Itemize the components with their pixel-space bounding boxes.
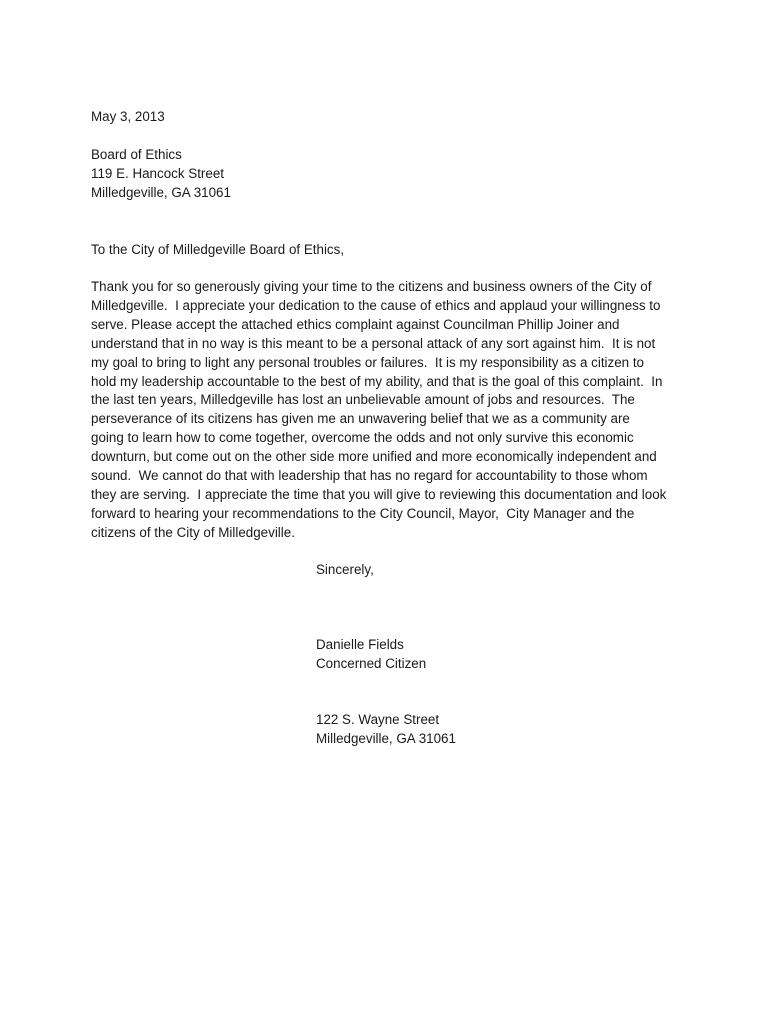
body-line: understand that in no way is this meant to be a personal attack of any sort against him. It is not (91, 336, 656, 351)
signer-city: Milledgeville, GA 31061 (316, 731, 456, 746)
closing: Sincerely, (316, 562, 374, 577)
signer-name: Danielle Fields (316, 637, 404, 652)
body-line: Thank you for so generously giving your time to the citizens and business owners of the City of (91, 279, 652, 294)
body-line: serve. Please accept the attached ethics complaint against Councilman Phillip Joiner and (91, 317, 620, 332)
body-line: sound. We cannot do that with leadership that has no regard for accountability to those whom (91, 468, 648, 483)
body-line: Milledgeville. I appreciate your dedication to the cause of ethics and applaud your willingness to (91, 298, 661, 313)
recipient-city: Milledgeville, GA 31061 (91, 185, 231, 200)
signer-title: Concerned Citizen (316, 656, 427, 671)
body-line: forward to hearing your recommendations to the City Council, Mayor, City Manager and the (91, 506, 635, 521)
signer-street: 122 S. Wayne Street (316, 712, 440, 727)
salutation: To the City of Milledgeville Board of Ethics, (91, 242, 345, 257)
body-line: they are serving. I appreciate the time that you will give to reviewing this documentation and look (91, 487, 667, 502)
letter-date: May 3, 2013 (91, 109, 165, 124)
body-line: perseverance of its citizens has given me an unwavering belief that we as a community are (91, 411, 630, 426)
recipient-name: Board of Ethics (91, 147, 182, 162)
body-line: hold my leadership accountable to the best of my ability, and that is the goal of this complaint. In (91, 374, 663, 389)
body-line: the last ten years, Milledgeville has lost an unbelievable amount of jobs and resources. The (91, 392, 635, 407)
body-line: citizens of the City of Milledgeville. (91, 525, 295, 540)
body-line: going to learn how to come together, overcome the odds and not only survive this economic (91, 430, 634, 445)
body-line: my goal to bring to light any personal troubles or failures. It is my responsibility as a citizen to (91, 355, 644, 370)
recipient-street: 119 E. Hancock Street (91, 166, 224, 181)
body-line: downturn, but come out on the other side more unified and more economically independent and (91, 449, 657, 464)
